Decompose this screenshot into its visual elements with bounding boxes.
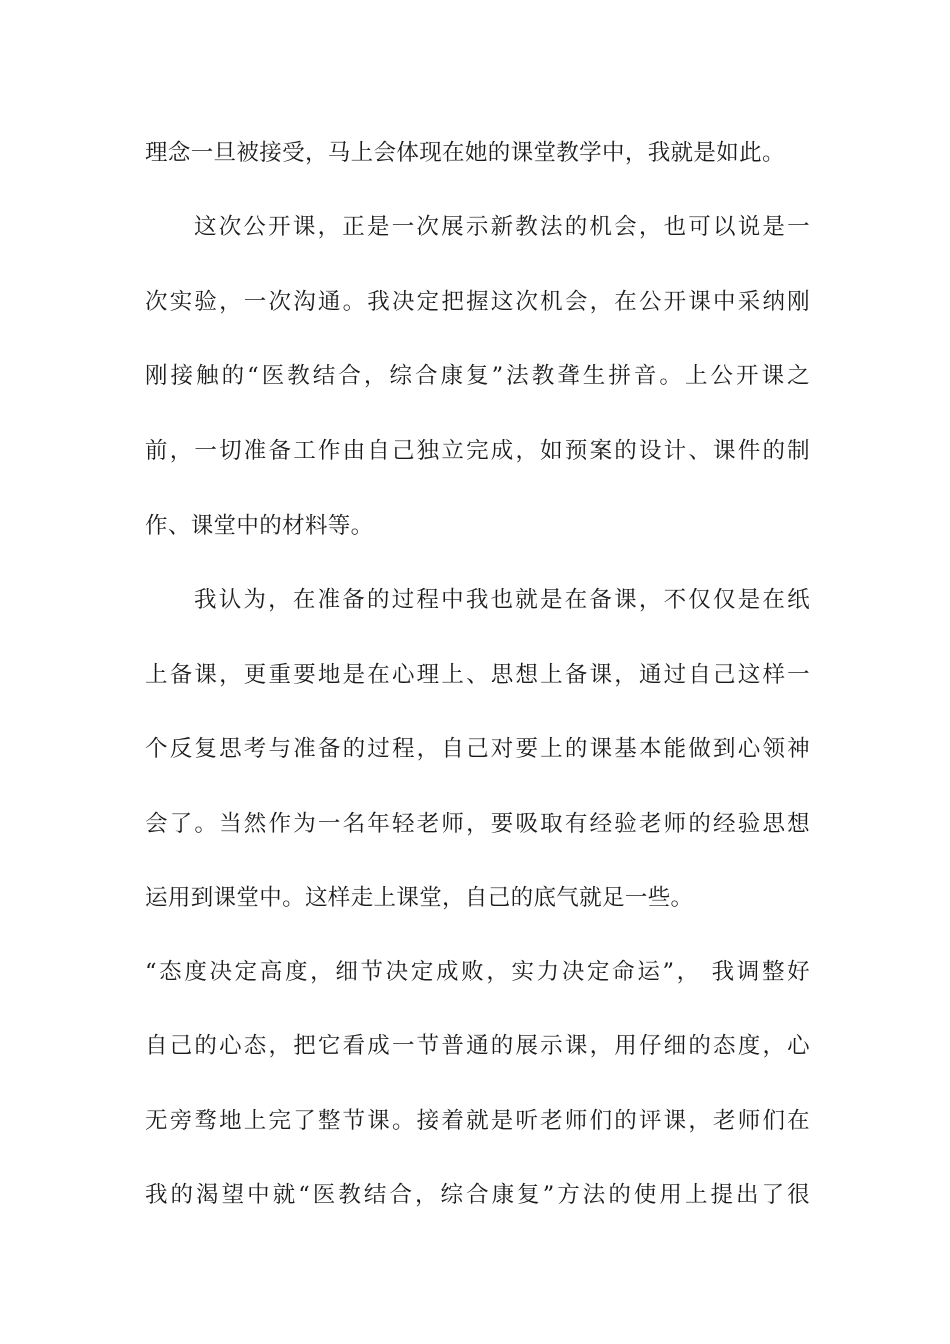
text-line: 前，一切准备工作由自己独立完成，如预案的设计、课件的制: [145, 438, 810, 464]
text-line: 自己的心态，把它看成一节普通的展示课，用仔细的态度，心: [145, 1033, 810, 1059]
text-line: 运用到课堂中。这样走上课堂，自己的底气就足一些。: [145, 885, 694, 911]
text-line: 我的渴望中就“医教结合，综合康复”方法的使用上提出了很: [145, 1182, 810, 1208]
text-line: 作、课堂中的材料等。: [145, 513, 374, 539]
text-line: 无旁骛地上完了整节课。接着就是听老师们的评课，老师们在: [145, 1108, 810, 1134]
text-line: 上备课，更重要地是在心理上、思想上备课，通过自己这样一: [145, 662, 810, 688]
text-line: 会了。当然作为一名年轻老师，要吸取有经验老师的经验思想: [145, 811, 810, 837]
text-line: 个反复思考与准备的过程，自己对要上的课基本能做到心领神: [145, 736, 810, 762]
paragraph-first-line: 这次公开课，正是一次展示新教法的机会，也可以说是一: [194, 214, 810, 240]
text-line: 理念一旦被接受，马上会体现在她的课堂教学中，我就是如此。: [145, 140, 785, 166]
text-line: 刚接触的“医教结合，综合康复”法教聋生拼音。上公开课之: [145, 363, 810, 389]
text-line: 次实验，一次沟通。我决定把握这次机会，在公开课中采纳刚: [145, 289, 810, 315]
paragraph-first-line: 我认为，在准备的过程中我也就是在备课，不仅仅是在纸: [194, 587, 810, 613]
paragraph-first-line: “态度决定高度，细节决定成败，实力决定命运”， 我调整好: [145, 959, 810, 985]
